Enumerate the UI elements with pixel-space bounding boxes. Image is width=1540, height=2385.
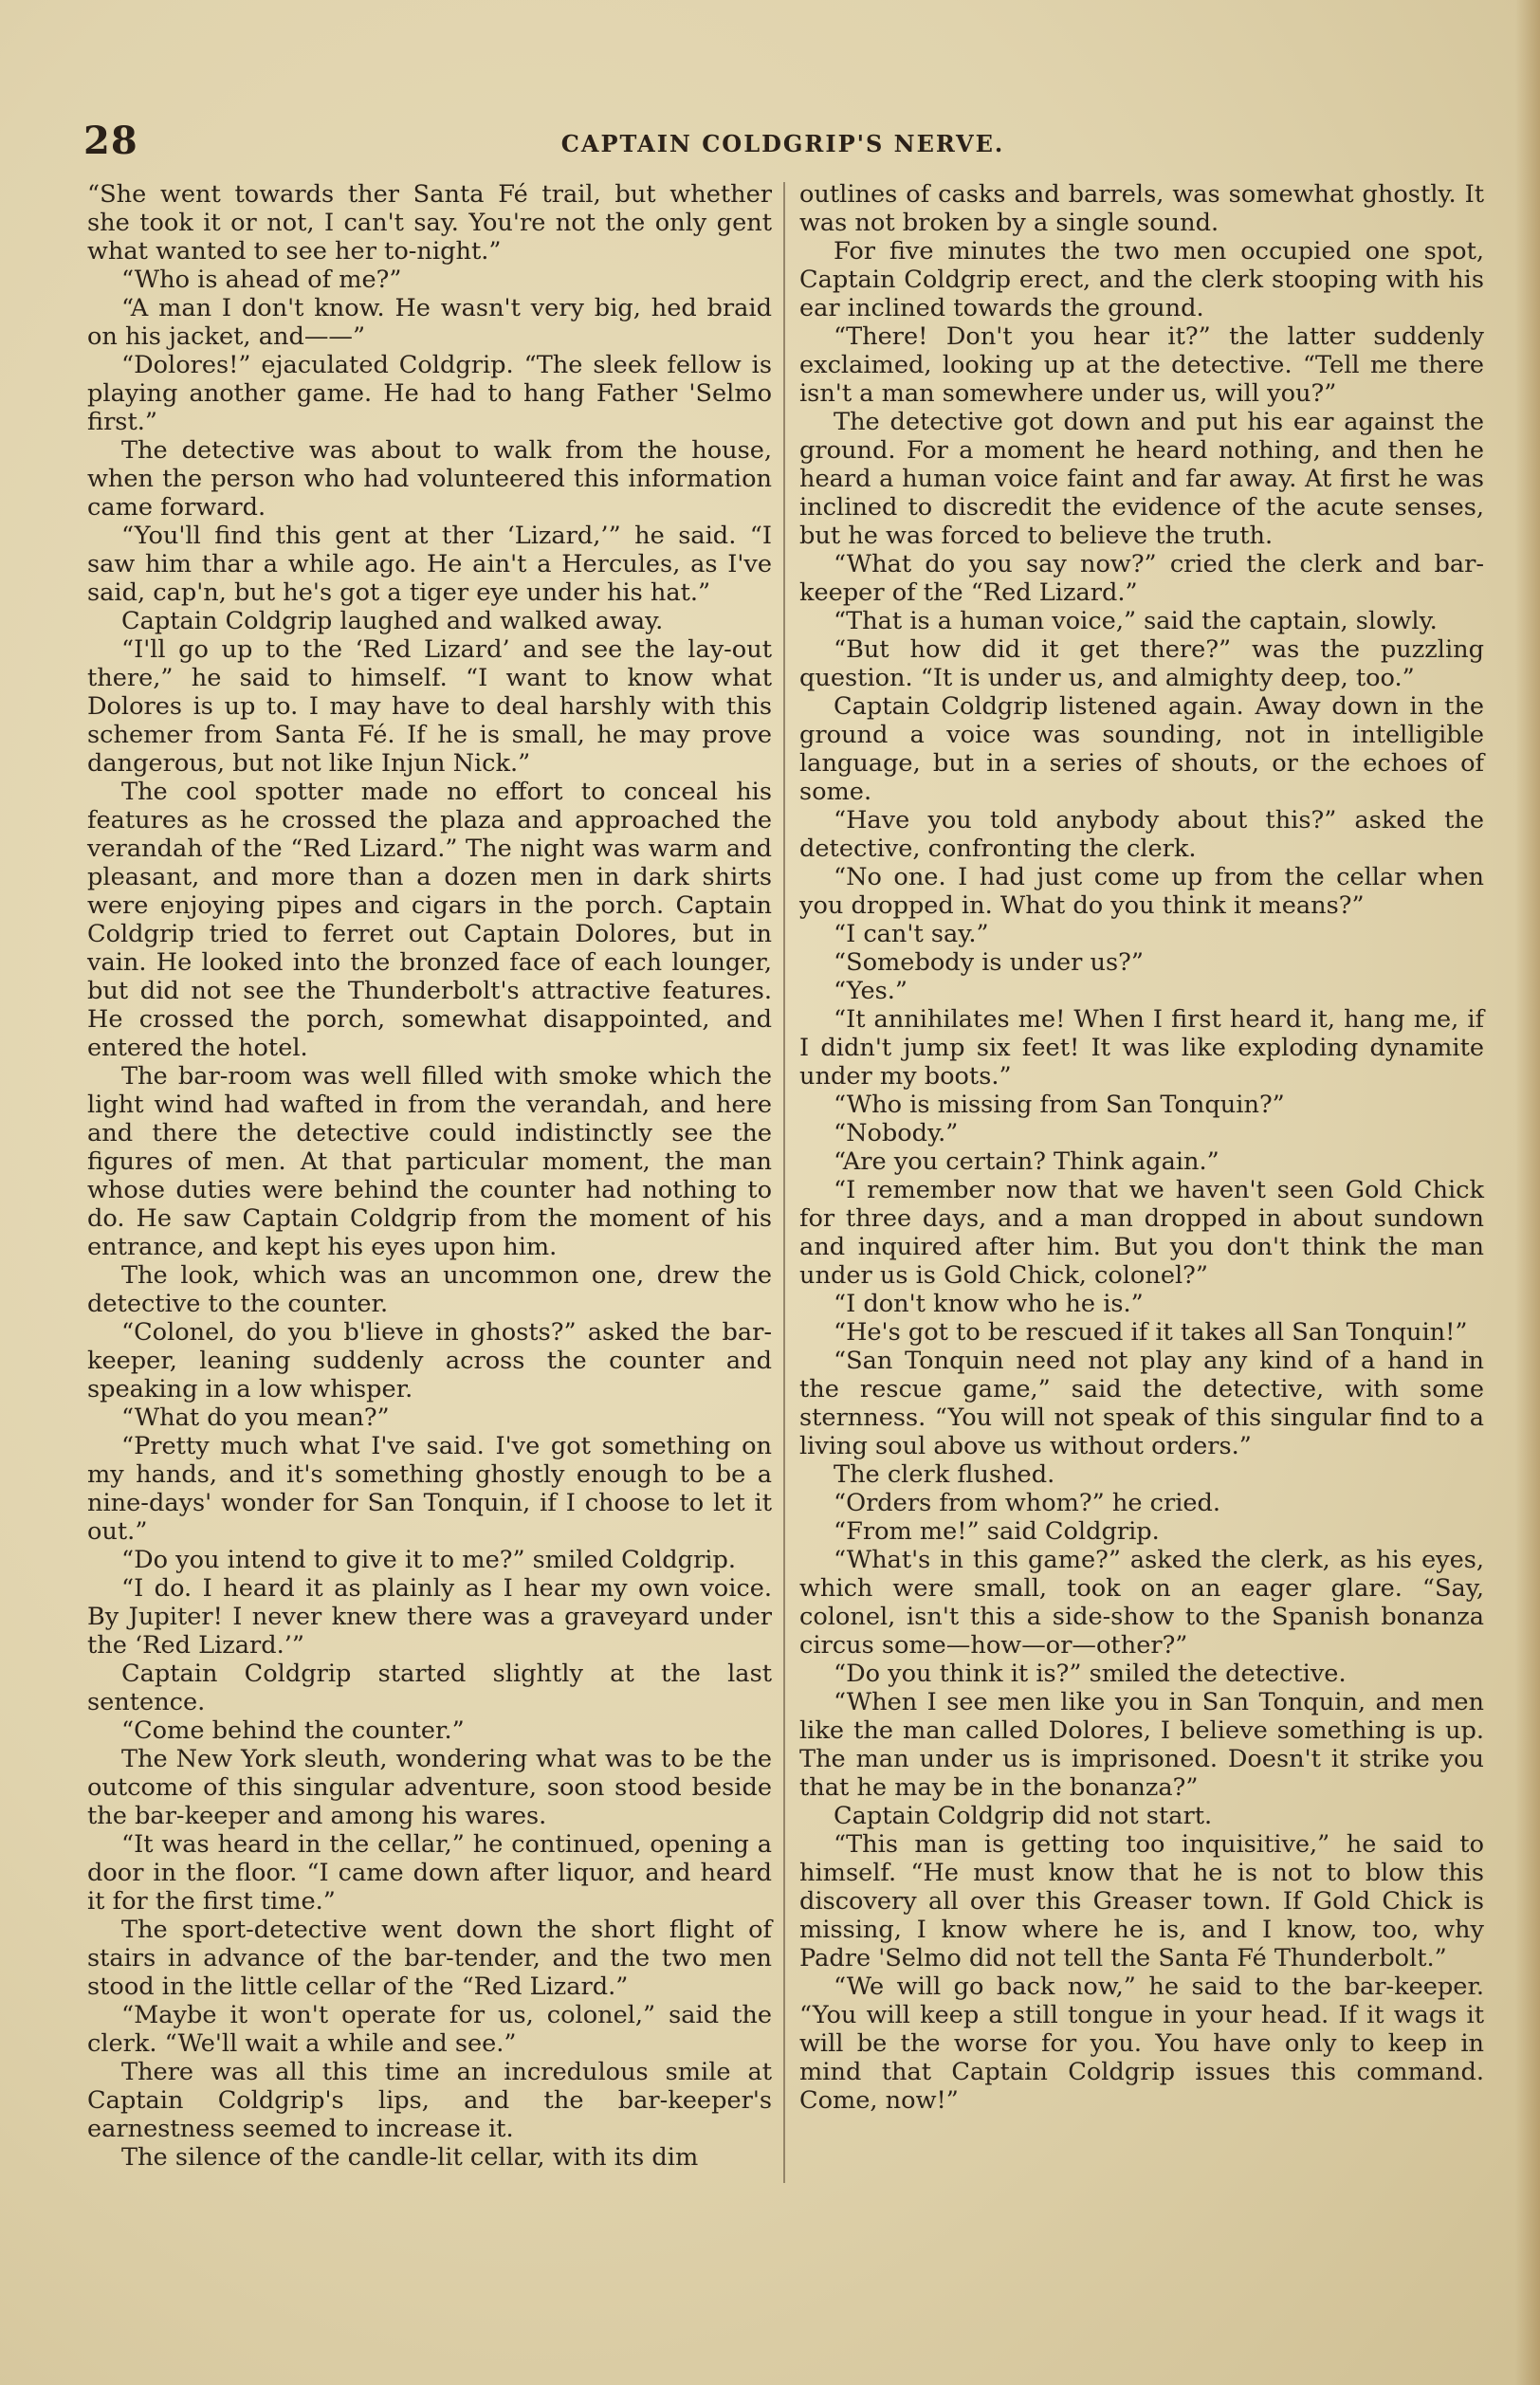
paragraph: The look, which was an uncommon one, drew the detective to the counter. xyxy=(87,1261,772,1318)
paragraph: There was all this time an incredulous smile at Captain Coldgrip's lips, and the bar-keeper's earnestness seemed to increase it. xyxy=(87,2058,772,2143)
paragraph: “A man I don't know. He wasn't very big, hed braid on his jacket, and——” xyxy=(87,294,772,351)
paragraph: “This man is getting too inquisitive,” he said to himself. “He must know that he is not to blow this discovery all over this Greaser town. If Gold Chick is missing, I know where he is, and I know, too, why Padre 'Selmo did not tell the Santa Fé Thunderbolt.” xyxy=(799,1830,1484,1972)
paragraph: The bar-room was well filled with smoke which the light wind had wafted in from the verandah, and here and there the detective could indistinctly see the figures of men. At that particular moment, the man whose duties were behind the counter had nothing to do. He saw Captain Coldgrip from the moment of his entrance, and kept his eyes upon him. xyxy=(87,1062,772,1261)
paragraph: “Dolores!” ejaculated Coldgrip. “The sleek fellow is playing another game. He had to hang Father 'Selmo first.” xyxy=(87,351,772,436)
paragraph: “Who is missing from San Tonquin?” xyxy=(834,1091,1285,1119)
paragraph: “He's got to be rescued if it takes all San Tonquin!” xyxy=(834,1318,1468,1347)
paragraph: “I do. I heard it as plainly as I hear my own voice. By Jupiter! I never knew there was a graveyard under the ‘Red Lizard.’” xyxy=(87,1574,772,1660)
paragraph: “I can't say.” xyxy=(834,920,989,948)
paragraph: “Yes.” xyxy=(834,977,908,1005)
paragraph: “What's in this game?” asked the clerk, as his eyes, which were small, took on an eager glare. “Say, colonel, isn't this a side-show to the Spanish bonanza circus some—how—or—other?” xyxy=(799,1546,1484,1660)
left-column xyxy=(87,180,772,2172)
paragraph: outlines of casks and barrels, was somewhat ghostly. It was not broken by a single sound. xyxy=(799,180,1484,237)
paragraph: “It was heard in the cellar,” he continued, opening a door in the floor. “I came down after liquor, and heard it for the first time.” xyxy=(87,1830,772,1916)
paragraph: “We will go back now,” he said to the bar-keeper. “You will keep a still tongue in your head. If it wags it will be the worse for you. You have only to keep in mind that Captain Coldgrip issues this command. Come, now!” xyxy=(799,1972,1484,2115)
paragraph: “Maybe it won't operate for us, colonel,” said the clerk. “We'll wait a while and see.” xyxy=(87,2001,772,2058)
paragraph: “It annihilates me! When I first heard it, hang me, if I didn't jump six feet! It was like exploding dynamite under my boots.” xyxy=(799,1005,1484,1091)
column-divider xyxy=(783,182,785,2183)
paragraph: The sport-detective went down the short flight of stairs in advance of the bar-tender, and the two men stood in the little cellar of the “Red Lizard.” xyxy=(87,1916,772,2001)
paragraph: “You'll find this gent at ther ‘Lizard,’” he said. “I saw him thar a while ago. He ain't a Hercules, as I've said, cap'n, but he's got a tiger eye under his hat.” xyxy=(87,522,772,607)
paragraph: The clerk flushed. xyxy=(834,1460,1055,1489)
paragraph: “San Tonquin need not play any kind of a hand in the rescue game,” said the detective, with some sternness. “You will not speak of this singular find to a living soul above us without orders.” xyxy=(799,1347,1484,1460)
paragraph: “Do you intend to give it to me?” smiled Coldgrip. xyxy=(121,1546,736,1574)
paragraph: “But how did it get there?” was the puzzling question. “It is under us, and almighty deep, too.” xyxy=(799,635,1484,692)
page-number: 28 xyxy=(83,119,138,163)
paragraph: “I'll go up to the ‘Red Lizard’ and see the lay-out there,” he said to himself. “I want to know what Dolores is up to. I may have to deal harshly with this schemer from Santa Fé. If he is small, he may prove dangerous, but not like Injun Nick.” xyxy=(87,635,772,778)
paragraph: “That is a human voice,” said the captain, slowly. xyxy=(834,607,1438,635)
page-edge-shadow xyxy=(1515,0,1540,2385)
paragraph: “Somebody is under us?” xyxy=(834,948,1144,977)
paragraph: “There! Don't you hear it?” the latter suddenly exclaimed, looking up at the detective. “Tell me there isn't a man somewhere under us, will you?” xyxy=(799,322,1484,408)
page-header xyxy=(83,119,1482,166)
paragraph: “I remember now that we haven't seen Gold Chick for three days, and a man dropped in about sundown and inquired after him. But you don't think the man under us is Gold Chick, colonel?” xyxy=(799,1176,1484,1290)
paragraph: “When I see men like you in San Tonquin, and men like the man called Dolores, I believe something is up. The man under us is imprisoned. Doesn't it strike you that he may be in the bonanza?” xyxy=(799,1688,1484,1802)
paragraph: “Have you told anybody about this?” asked the detective, confronting the clerk. xyxy=(799,806,1484,863)
paragraph: The detective got down and put his ear against the ground. For a moment he heard nothing, and then he heard a human voice faint and far away. At first he was inclined to discredit the evidence of the acute senses, but he was forced to believe the truth. xyxy=(799,408,1484,550)
paragraph: “Who is ahead of me?” xyxy=(121,266,402,294)
paragraph: The detective was about to walk from the house, when the person who had volunteered this information came forward. xyxy=(87,436,772,522)
paragraph: “Pretty much what I've said. I've got something on my hands, and it's something ghostly enough to be a nine-days' wonder for San Tonquin, if I choose to let it out.” xyxy=(87,1432,772,1546)
paragraph: “I don't know who he is.” xyxy=(834,1290,1144,1318)
paragraph: Captain Coldgrip laughed and walked away. xyxy=(121,607,664,635)
paragraph: “Come behind the counter.” xyxy=(121,1716,465,1745)
running-title: CAPTAIN COLDGRIP'S NERVE. xyxy=(560,130,1005,157)
paragraph: “No one. I had just come up from the cellar when you dropped in. What do you think it means?” xyxy=(799,863,1484,920)
paragraph: “Colonel, do you b'lieve in ghosts?” asked the bar-keeper, leaning suddenly across the counter and speaking in a low whisper. xyxy=(87,1318,772,1403)
paragraph: “What do you say now?” cried the clerk and bar-keeper of the “Red Lizard.” xyxy=(799,550,1484,607)
paragraph: “Nobody.” xyxy=(834,1119,959,1147)
paragraph: Captain Coldgrip listened again. Away down in the ground a voice was sounding, not in intelligible language, but in a series of shouts, or the echoes of some. xyxy=(799,692,1484,806)
paragraph: The New York sleuth, wondering what was to be the outcome of this singular adventure, soon stood beside the bar-keeper and among his wares. xyxy=(87,1745,772,1830)
paragraph: “What do you mean?” xyxy=(121,1403,390,1432)
paragraph: “Orders from whom?” he cried. xyxy=(834,1489,1221,1517)
paragraph: Captain Coldgrip did not start. xyxy=(834,1802,1213,1830)
paragraph: “Are you certain? Think again.” xyxy=(834,1147,1219,1176)
paragraph: “She went towards ther Santa Fé trail, but whether she took it or not, I can't say. You're not the only gent what wanted to see her to-night.” xyxy=(87,180,772,266)
paragraph: “From me!” said Coldgrip. xyxy=(834,1517,1160,1546)
right-column xyxy=(799,180,1484,2115)
paragraph: For five minutes the two men occupied one spot, Captain Coldgrip erect, and the clerk stooping with his ear inclined towards the ground. xyxy=(799,237,1484,322)
paragraph: The cool spotter made no effort to conceal his features as he crossed the plaza and approached the verandah of the “Red Lizard.” The night was warm and pleasant, and more than a dozen men in dark shirts were enjoying pipes and cigars in the porch. Captain Coldgrip tried to ferret out Captain Dolores, but in vain. He looked into the bronzed face of each lounger, but did not see the Thunderbolt's attractive features. He crossed the porch, somewhat disappointed, and entered the hotel. xyxy=(87,778,772,1062)
paragraph: The silence of the candle-lit cellar, with its dim xyxy=(121,2143,699,2172)
paragraph: “Do you think it is?” smiled the detective. xyxy=(834,1660,1347,1688)
paragraph: Captain Coldgrip started slightly at the last sentence. xyxy=(87,1660,772,1716)
